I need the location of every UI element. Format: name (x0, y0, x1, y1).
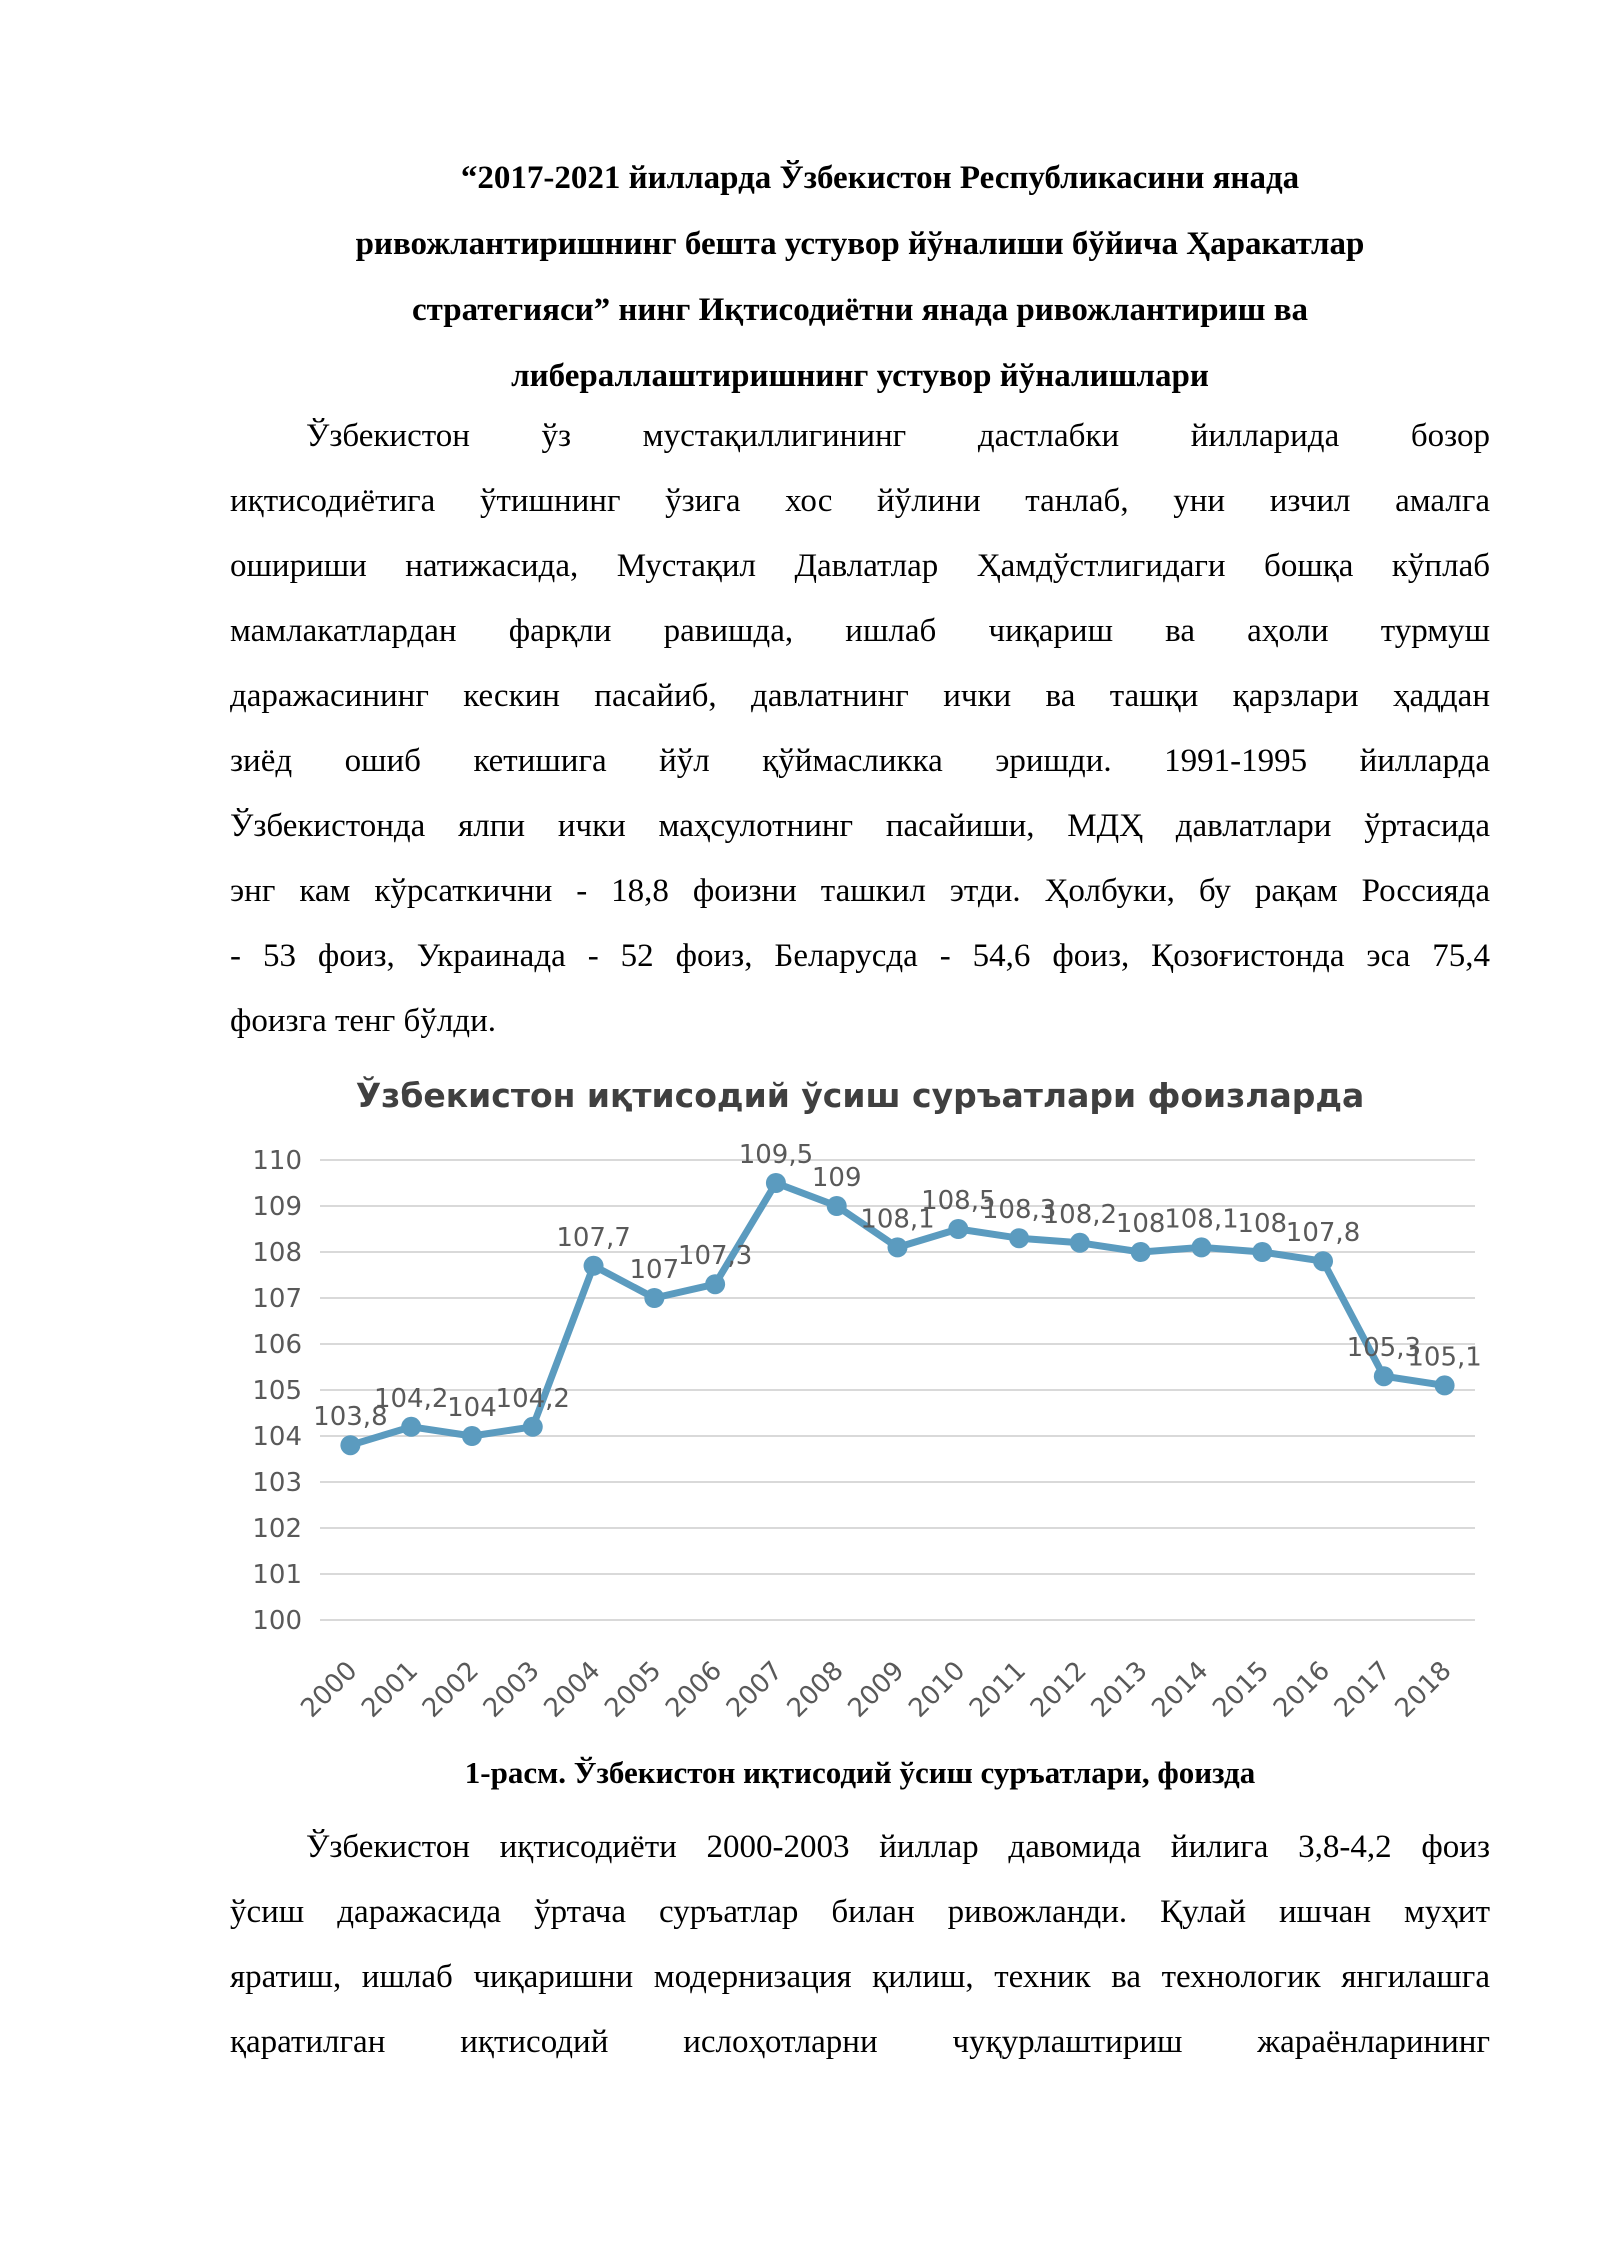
data-point (1009, 1228, 1029, 1248)
x-tick-label: 2002 (416, 1655, 485, 1724)
x-tick-label: 2006 (660, 1655, 729, 1724)
data-point (1435, 1375, 1455, 1395)
data-point (827, 1196, 847, 1216)
data-point (1191, 1237, 1211, 1257)
x-tick-label: 2003 (477, 1655, 546, 1724)
growth-line-chart (230, 1130, 1500, 1740)
data-label: 108 (1115, 1209, 1166, 1239)
x-tick-label: 2009 (842, 1655, 911, 1724)
y-tick-label: 101 (252, 1560, 302, 1590)
data-point (1374, 1366, 1394, 1386)
paragraph-line: - 53 фоиз, Украинада - 52 фоиз, Беларусда - 54,6 фоиз, Қозоғистонда эса 75,4 (230, 938, 1490, 974)
paragraph-line: Ўзбекистон иқтисодиёти 2000-2003 йиллар давомида йилига 3,8-4,2 фоиз (306, 1829, 1490, 1865)
data-label: 104 (447, 1393, 497, 1423)
paragraph-line: энг кам кўрсаткични - 18,8 фоизни ташкил этди. Ҳолбуки, бу рақам Россияда (230, 873, 1490, 909)
x-tick-label: 2013 (1085, 1655, 1154, 1724)
y-tick-label: 106 (252, 1330, 302, 1360)
data-label: 109,5 (738, 1140, 814, 1170)
heading-line-4: либераллаштиришнинг устувор йўналишлари (511, 358, 1209, 394)
data-point (1313, 1251, 1333, 1271)
paragraph-line: яратиш, ишлаб чиқаришни модернизация қилиш, техник ва технологик янгилашга (230, 1959, 1490, 1995)
data-label: 108 (1237, 1209, 1288, 1239)
x-tick-label: 2008 (781, 1655, 850, 1724)
data-point (523, 1417, 543, 1437)
data-labels (313, 1140, 1482, 1432)
data-point (705, 1274, 725, 1294)
data-point (888, 1237, 908, 1257)
data-point (340, 1435, 360, 1455)
heading-line-3: стратегияси” нинг Иқтисодиётни янада ривожлантириш ва (411, 292, 1309, 328)
data-label: 105,3 (1346, 1333, 1422, 1364)
heading-line-2: ривожлантиришнинг бешта устувор йўналиши бўйича Ҳаракатлар (355, 226, 1365, 262)
data-label: 107,7 (556, 1222, 631, 1253)
data-label: 107 (629, 1255, 680, 1285)
heading-line-1: “2017-2021 йилларда Ўзбекистон Республикасини янада (460, 160, 1300, 196)
data-label: 109 (811, 1163, 862, 1193)
data-label: 107,8 (1285, 1218, 1361, 1249)
x-tick-label: 2014 (1146, 1655, 1215, 1724)
data-point (1252, 1242, 1272, 1262)
y-axis (252, 1146, 302, 1636)
data-label: 108,5 (921, 1186, 996, 1216)
paragraph-2 (230, 1815, 1490, 2075)
paragraph-line: даражасининг кескин пасайиб, давлатнинг ички ва ташқи қарзлари ҳаддан (230, 678, 1490, 714)
data-point (401, 1417, 421, 1437)
data-point (584, 1256, 604, 1276)
y-tick-label: 107 (252, 1284, 302, 1314)
data-label: 107,3 (677, 1241, 753, 1272)
x-tick-label: 2001 (356, 1655, 425, 1724)
data-label: 108,1 (1164, 1204, 1239, 1235)
x-tick-label: 2004 (538, 1655, 607, 1724)
x-axis (295, 1656, 1457, 1724)
paragraph-line: қаратилган иқтисодий ислоҳотларни чуқурлаштириш жараёнларининг (230, 2024, 1490, 2060)
y-tick-label: 109 (252, 1192, 302, 1222)
chart-title: Ўзбекистон иқтисодий ўсиш суръатлари фоизларда (355, 1076, 1365, 1115)
data-label: 105,1 (1407, 1342, 1482, 1373)
x-tick-label: 2011 (964, 1655, 1033, 1724)
paragraph-line: Ўзбекистон ўз мустақиллигининг дастлабки йилларида бозор (306, 418, 1490, 454)
data-label: 108,3 (981, 1195, 1057, 1226)
x-tick-label: 2010 (903, 1655, 972, 1724)
data-point (1070, 1233, 1090, 1253)
data-label: 104,2 (495, 1383, 570, 1414)
data-point (948, 1219, 968, 1239)
paragraph-line: иқтисодиётига ўтишнинг ўзига хос йўлини танлаб, уни изчил амалга (230, 483, 1490, 519)
x-tick-label: 2012 (1024, 1655, 1093, 1724)
x-tick-label: 2016 (1267, 1655, 1336, 1724)
y-tick-label: 102 (252, 1514, 302, 1544)
x-tick-label: 2007 (720, 1655, 789, 1724)
x-tick-label: 2005 (599, 1655, 668, 1724)
paragraph-line: зиёд ошиб кетишига йўл қўймасликка эришди. 1991-1995 йилларда (230, 743, 1490, 779)
x-tick-label: 2000 (295, 1655, 364, 1724)
paragraph-line: ўсиш даражасида ўртача суръатлар билан ривожланди. Қулай ишчан муҳит (230, 1894, 1490, 1930)
x-tick-label: 2018 (1389, 1655, 1458, 1724)
data-point (766, 1173, 786, 1193)
data-label: 103,8 (313, 1402, 388, 1433)
paragraph-1 (230, 404, 1490, 1054)
paragraph-line: мамлакатлардан фарқли равишда, ишлаб чиқариш ва аҳоли турмуш (230, 613, 1490, 649)
y-tick-label: 108 (252, 1238, 302, 1268)
data-label: 104,2 (373, 1383, 449, 1414)
data-point (462, 1426, 482, 1446)
x-tick-label: 2015 (1207, 1655, 1276, 1724)
paragraph-line: фоизга тенг бўлди. (230, 1003, 496, 1039)
data-label: 108,1 (860, 1204, 935, 1235)
y-tick-label: 103 (252, 1468, 302, 1498)
paragraph-line: ошириши натижасида, Мустақил Давлатлар Ҳамдўстлигидаги бошқа кўплаб (230, 548, 1490, 584)
paragraph-line: Ўзбекистонда ялпи ички маҳсулотнинг пасайиши, МДҲ давлатлари ўртасида (230, 808, 1490, 844)
x-tick-label: 2017 (1328, 1655, 1397, 1724)
y-tick-label: 110 (252, 1146, 302, 1176)
y-tick-label: 105 (252, 1376, 302, 1406)
figure-caption: 1-расм. Ўзбекистон иқтисодий ўсиш суръатлари, фоизда (464, 1755, 1256, 1790)
y-tick-label: 104 (252, 1422, 302, 1452)
data-point (644, 1288, 664, 1308)
y-tick-label: 100 (252, 1606, 302, 1636)
data-point (1131, 1242, 1151, 1262)
data-label: 108,2 (1042, 1199, 1118, 1230)
section-heading (230, 145, 1490, 409)
